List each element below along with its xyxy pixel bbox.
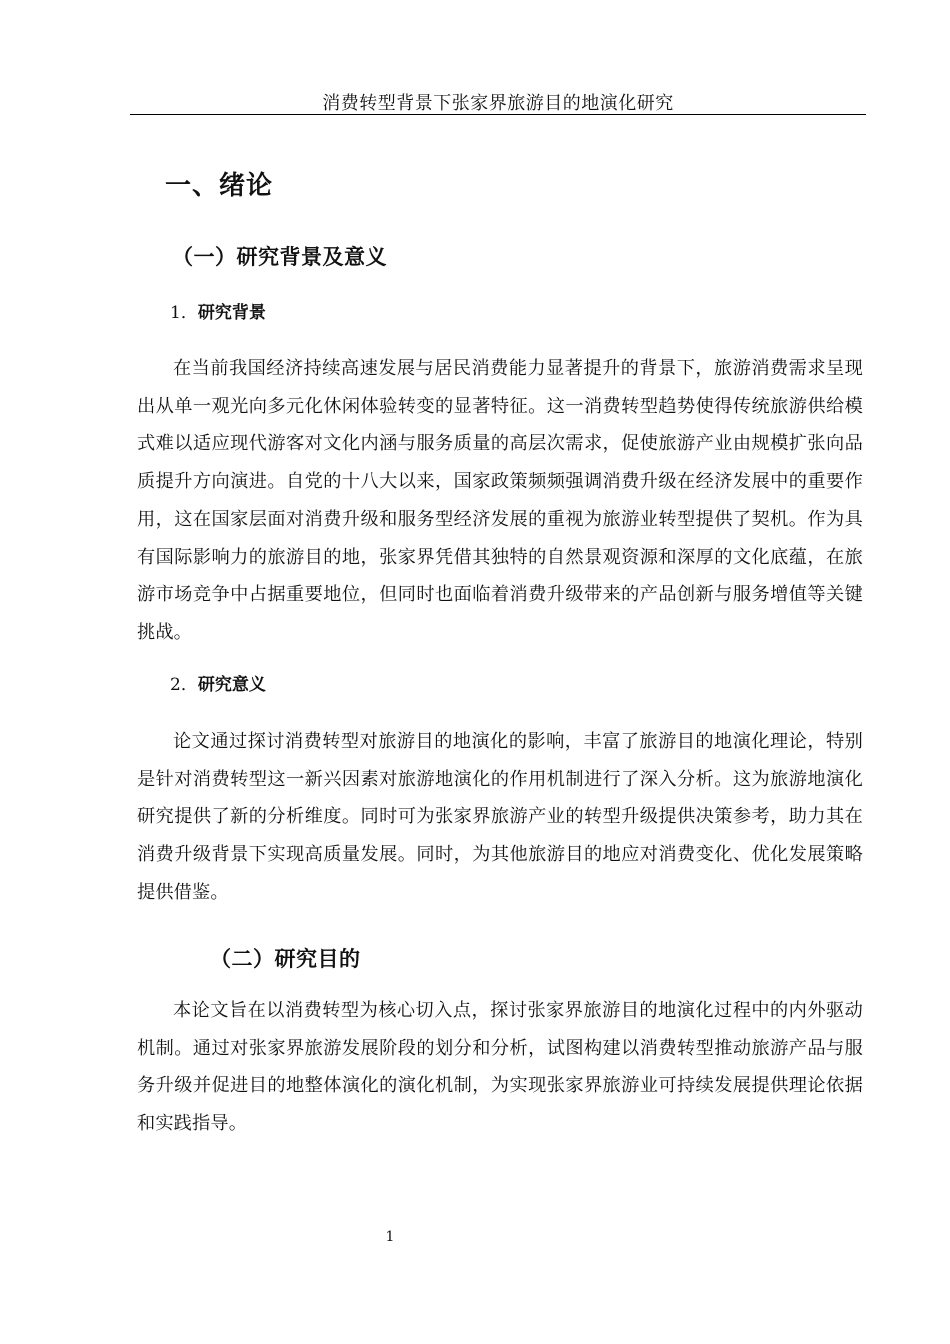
- paragraph-background: 在当前我国经济持续高速发展与居民消费能力显著提升的背景下，旅游消费需求呈现出从单一观光向多元化休闲体验转变的显著特征。这一消费转型趋势使得传统旅游供给模式难以适应现代游客对文化内涵与服务质量的高层次需求，促使旅游产业由规模扩张向品质提升方向演进。自党的十八大以来，国家政策频频强调消费升级在经济发展中的重要作用，这在国家层面对消费升级和服务型经济发展的重视为旅游业转型提供了契机。作为具有国际影响力的旅游目的地，张家界凭借其独特的自然景观资源和深厚的文化底蕴，在旅游市场竞争中占据重要地位，但同时也面临着消费升级带来的产品创新与服务增值等关键挑战。: [137, 358, 863, 643]
- subsection-heading-significance: [170, 672, 266, 698]
- subsection-title: 研究意义: [197, 675, 266, 695]
- subsection-heading-background: [170, 300, 266, 326]
- subsection-title: 研究背景: [197, 303, 266, 323]
- header-rule: [130, 114, 866, 115]
- chapter-heading: 一、绪论: [165, 171, 274, 201]
- paragraph-significance: 论文通过探讨消费转型对旅游目的地演化的影响，丰富了旅游目的地演化理论，特别是针对消费转型这一新兴因素对旅游地演化的作用机制进行了深入分析。这为旅游地演化研究提供了新的分析维度。同时可为张家界旅游产业的转型升级提供决策参考，助力其在消费升级背景下实现高质量发展。同时，为其他旅游目的地应对消费变化、优化发展策略提供借鉴。: [137, 731, 863, 903]
- subsection-number: 2．: [170, 675, 198, 695]
- paragraph-purpose: 本论文旨在以消费转型为核心切入点，探讨张家界旅游目的地演化过程中的内外驱动机制。通过对张家界旅游发展阶段的划分和分析，试图构建以消费转型推动旅游产品与服务升级并促进目的地整体演化的演化机制，为实现张家界旅游业可持续发展提供理论依据和实践指导。: [137, 1000, 863, 1135]
- running-header: 消费转型背景下张家界旅游目的地演化研究: [322, 93, 674, 114]
- section-heading-purpose: （二）研究目的: [210, 947, 361, 971]
- section-heading-background: （一）研究背景及意义: [172, 245, 387, 269]
- subsection-number: 1．: [170, 303, 198, 323]
- page-number: 1: [385, 1229, 395, 1245]
